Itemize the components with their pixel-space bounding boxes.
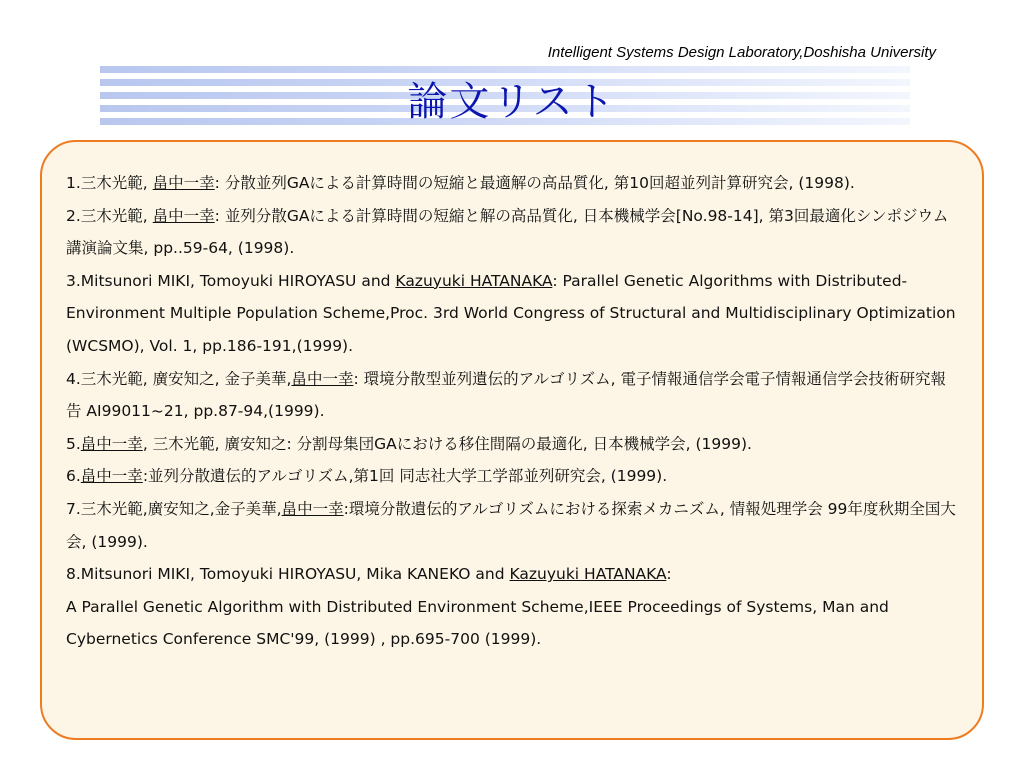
- reference-body: : 環境分散型並列遺伝的アルゴリズム, 電子情報通信学会電子情報通信学会技術研究報告 AI99011~21, pp.87-94,(1999).: [66, 369, 947, 421]
- reference-author-highlight: Kazuyuki HATANAKA: [509, 565, 667, 584]
- reference-body: : 分散並列GAによる計算時間の短縮と最適解の高品質化, 第10回超並列計算研究会, (1998).: [214, 174, 855, 192]
- reference-item: [66, 200, 960, 265]
- reference-body: : Parallel Genetic Algorithms with Distributed-Environment Multiple Population Scheme,Proc. 3rd World Congress of Structural and Multidisciplinary Optimization (WCSMO), Vol. 1, pp.186-191,(1999).: [66, 271, 956, 355]
- reference-body: :並列分散遺伝的アルゴリズム,第1回 同志社大学工学部並列研究会, (1999).: [142, 467, 668, 486]
- reference-prefix: 2.三木光範,: [66, 206, 153, 225]
- reference-item: [66, 363, 960, 428]
- reference-prefix: 4.三木光範, 廣安知之, 金子美華,: [66, 369, 292, 388]
- reference-author-highlight: Kazuyuki HATANAKA: [395, 271, 553, 290]
- reference-item: [66, 460, 960, 493]
- reference-prefix: 8.Mitsunori MIKI, Tomoyuki HIROYASU, Mika KANEKO and: [66, 565, 510, 584]
- reference-item: [66, 167, 960, 200]
- reference-prefix: 5.: [66, 434, 81, 453]
- reference-body: : A Parallel Genetic Algorithm with Distributed Environment Scheme,IEEE Proceedings of Systems, Man and Cybernetics Conference SMC'99, (1999) , pp.695-700 (1999).: [66, 565, 889, 649]
- reference-list: [40, 140, 984, 740]
- reference-item: [66, 558, 960, 656]
- reference-prefix: 6.: [66, 467, 81, 486]
- reference-author-highlight: 畠中一幸: [80, 467, 143, 486]
- reference-prefix: 7.三木光範,廣安知之,金子美華,: [66, 499, 282, 518]
- reference-item: [66, 265, 960, 363]
- reference-author-highlight: 畠中一幸: [291, 369, 354, 388]
- reference-body: : 並列分散GAによる計算時間の短縮と解の高品質化, 日本機械学会[No.98-14], 第3回最適化シンポジウム講演論文集, pp..59-64, (1998).: [66, 206, 949, 258]
- reference-item: [66, 428, 960, 461]
- reference-prefix: 1.三木光範,: [66, 174, 153, 192]
- reference-author-highlight: 畠中一幸: [281, 499, 344, 518]
- reference-author-highlight: 畠中一幸: [152, 206, 215, 225]
- reference-author-highlight: 畠中一幸: [80, 434, 143, 453]
- reference-item: [66, 493, 960, 558]
- header-credit: Intelligent Systems Design Laboratory,Doshisha University: [547, 44, 936, 61]
- page-title: 論文リスト: [407, 79, 617, 125]
- reference-body: :環境分散遺伝的アルゴリズムにおける探索メカニズム, 情報処理学会 99年度秋期全国大会, (1999).: [66, 499, 956, 551]
- reference-body: , 三木光範, 廣安知之: 分割母集団GAにおける移住間隔の最適化, 日本機械学会, (1999).: [142, 434, 752, 453]
- reference-author-highlight: 畠中一幸: [152, 174, 215, 192]
- reference-prefix: 3.Mitsunori MIKI, Tomoyuki HIROYASU and: [66, 271, 396, 290]
